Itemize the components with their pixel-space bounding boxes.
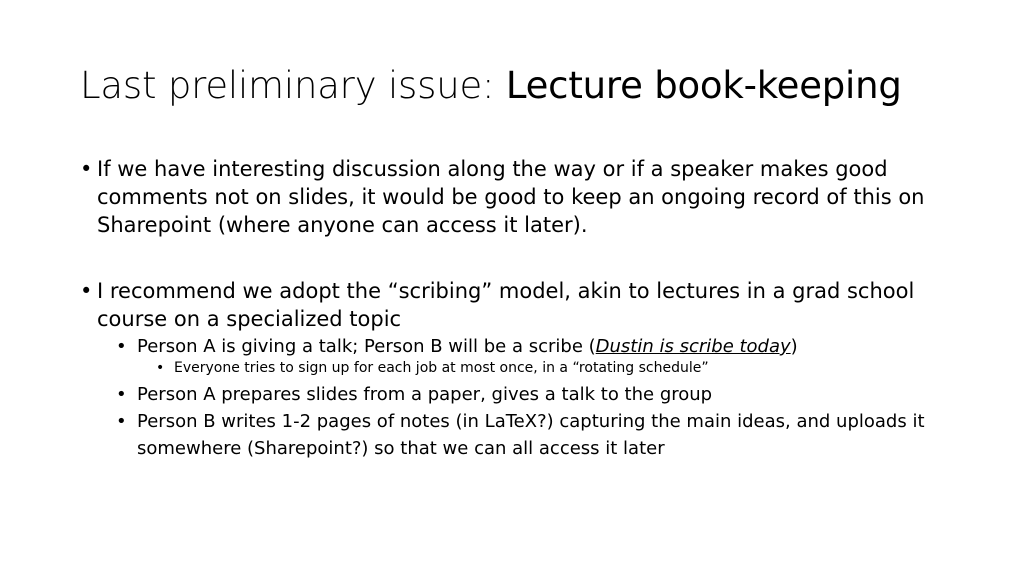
bullet-item: [80, 277, 980, 333]
sub-bullet-text: Person A is giving a talk; Person B will be a scribe (: [137, 336, 596, 357]
title-emphasis-text: Lecture book-keeping: [505, 64, 902, 107]
slide-content: [80, 155, 980, 462]
sub-bullet-item: [116, 333, 980, 360]
sub-bullet-item: [116, 408, 980, 462]
bullet-marker: •: [116, 411, 127, 432]
bullet-item: [80, 155, 980, 239]
bullet-marker: •: [80, 279, 93, 303]
sub-sub-bullet-text: Everyone tries to sign up for each job at most once, in a “rotating schedule”: [174, 360, 709, 376]
sub-bullet-text: Person B writes 1-2 pages of notes (in LaTeX?) capturing the main ideas, and uploads it somewhere (Sharepoint?) so that we can all access it later: [137, 411, 925, 459]
sub-bullet-text: ): [790, 336, 798, 357]
bullet-text: If we have interesting discussion along the way or if a speaker makes good comments not on slides, it would be good to keep an ongoing record of this on Sharepoint (where anyone can access it later).: [97, 157, 925, 237]
bullet-marker: •: [156, 360, 165, 376]
spacer: [80, 239, 980, 277]
bullet-marker: •: [116, 336, 127, 357]
sub-sub-bullet-item: [156, 358, 980, 379]
title-plain-text: Last preliminary issue:: [80, 64, 506, 107]
bullet-text: I recommend we adopt the “scribing” model, akin to lectures in a grad school course on a specialized topic: [97, 279, 915, 331]
sub-bullet-item: [116, 381, 980, 408]
scribe-today-link[interactable]: Dustin is scribe today: [595, 336, 791, 357]
sub-bullet-text: Person A prepares slides from a paper, gives a talk to the group: [137, 384, 713, 405]
slide-title: [80, 62, 902, 110]
bullet-marker: •: [80, 157, 93, 181]
bullet-marker: •: [116, 384, 127, 405]
